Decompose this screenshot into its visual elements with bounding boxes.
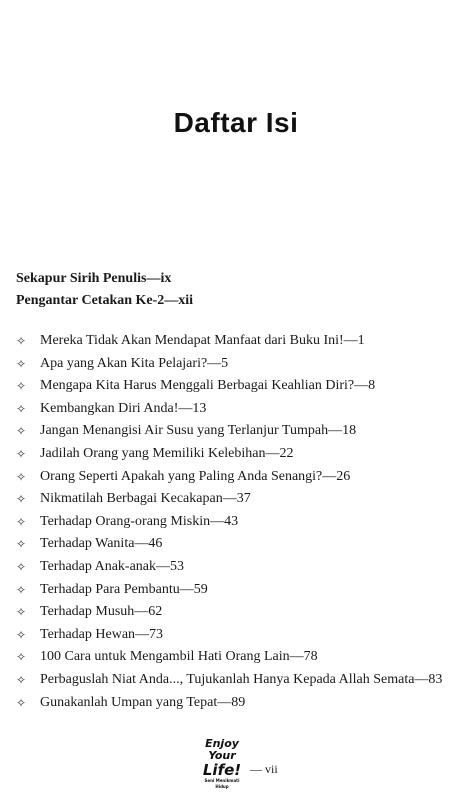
diamond-bullet-icon: ✧: [16, 582, 27, 597]
toc-entry-text: Nikmatilah Berbagai Kecakapan—37: [40, 491, 251, 507]
toc-entry: [16, 420, 442, 443]
toc-entry: [16, 353, 442, 376]
toc-entry: [16, 669, 442, 692]
toc-entry-text: Apa yang Akan Kita Pelajari?—5: [40, 355, 229, 371]
logo-line: Your: [208, 749, 236, 762]
toc-entry-text: Terhadap Wanita—46: [40, 536, 163, 552]
page-title: Daftar Isi: [173, 106, 299, 138]
toc-entry: [16, 692, 442, 715]
toc-entry-text: Jadilah Orang yang Memiliki Kelebihan—22: [40, 445, 294, 461]
diamond-bullet-icon: ✧: [16, 514, 27, 529]
diamond-bullet-icon: ✧: [16, 424, 27, 439]
toc-entry-text: Kembangkan Diri Anda!—13: [40, 400, 207, 416]
toc-entry-text: Terhadap Orang-orang Miskin—43: [40, 513, 239, 529]
toc-entry: [16, 556, 442, 579]
toc-entry: [16, 375, 442, 398]
toc-entry: [16, 511, 442, 534]
logo-line: Enjoy: [205, 737, 239, 750]
toc-entry-text: Terhadap Para Pembantu—59: [40, 581, 208, 597]
diamond-bullet-icon: ✧: [16, 401, 27, 416]
diamond-bullet-icon: ✧: [16, 650, 27, 665]
diamond-bullet-icon: ✧: [16, 379, 27, 394]
diamond-bullet-icon: ✧: [16, 605, 27, 620]
front-matter-item: Sekapur Sirih Penulis—ix: [16, 271, 172, 286]
toc-list: [16, 330, 442, 714]
page-footer: [198, 738, 308, 798]
toc-entry: [16, 443, 442, 466]
logo-line: Life!: [202, 761, 242, 779]
page-number: — vii: [250, 762, 278, 776]
front-matter-list: [16, 268, 193, 312]
toc-entry: [16, 488, 442, 511]
toc-entry: [16, 398, 442, 421]
toc-entry: [16, 601, 442, 624]
toc-entry-text: Terhadap Hewan—73: [40, 626, 164, 642]
diamond-bullet-icon: ✧: [16, 446, 27, 461]
diamond-bullet-icon: ✧: [16, 469, 27, 484]
book-logo: [198, 738, 246, 790]
diamond-bullet-icon: ✧: [16, 672, 27, 687]
diamond-bullet-icon: ✧: [16, 695, 27, 710]
toc-entry-text: Mengapa Kita Harus Menggali Berbagai Keahlian Diri?—8: [40, 378, 376, 394]
toc-entry-text: Terhadap Anak-anak—53: [40, 558, 185, 574]
toc-entry: [16, 646, 442, 669]
toc-entry-text: Gunakanlah Umpan yang Tepat—89: [40, 694, 246, 710]
toc-entry-text: Jangan Menangisi Air Susu yang Terlanjur Tumpah—18: [40, 423, 357, 439]
diamond-bullet-icon: ✧: [16, 356, 27, 371]
toc-entry: [16, 624, 442, 647]
front-matter-item: Pengantar Cetakan Ke-2—xii: [16, 293, 194, 308]
toc-entry-text: 100 Cara untuk Mengambil Hati Orang Lain—78: [40, 649, 318, 665]
diamond-bullet-icon: ✧: [16, 334, 27, 348]
toc-entry-text: Orang Seperti Apakah yang Paling Anda Senangi?—26: [40, 468, 351, 484]
toc-entry-text: Perbaguslah Niat Anda..., Tujukanlah Hanya Kepada Allah Semata—83: [40, 671, 443, 687]
diamond-bullet-icon: ✧: [16, 559, 27, 574]
diamond-bullet-icon: ✧: [16, 537, 27, 552]
diamond-bullet-icon: ✧: [16, 627, 27, 642]
toc-entry: [16, 330, 442, 353]
toc-entry-text: Mereka Tidak Akan Mendapat Manfaat dari Buku Ini!—1: [40, 333, 365, 348]
toc-entry: [16, 466, 442, 489]
toc-entry: [16, 579, 442, 602]
logo-subtitle: Seni Menikmati Hidup: [204, 778, 240, 789]
toc-entry: [16, 533, 442, 556]
diamond-bullet-icon: ✧: [16, 492, 27, 507]
toc-entry-text: Terhadap Musuh—62: [40, 604, 163, 620]
